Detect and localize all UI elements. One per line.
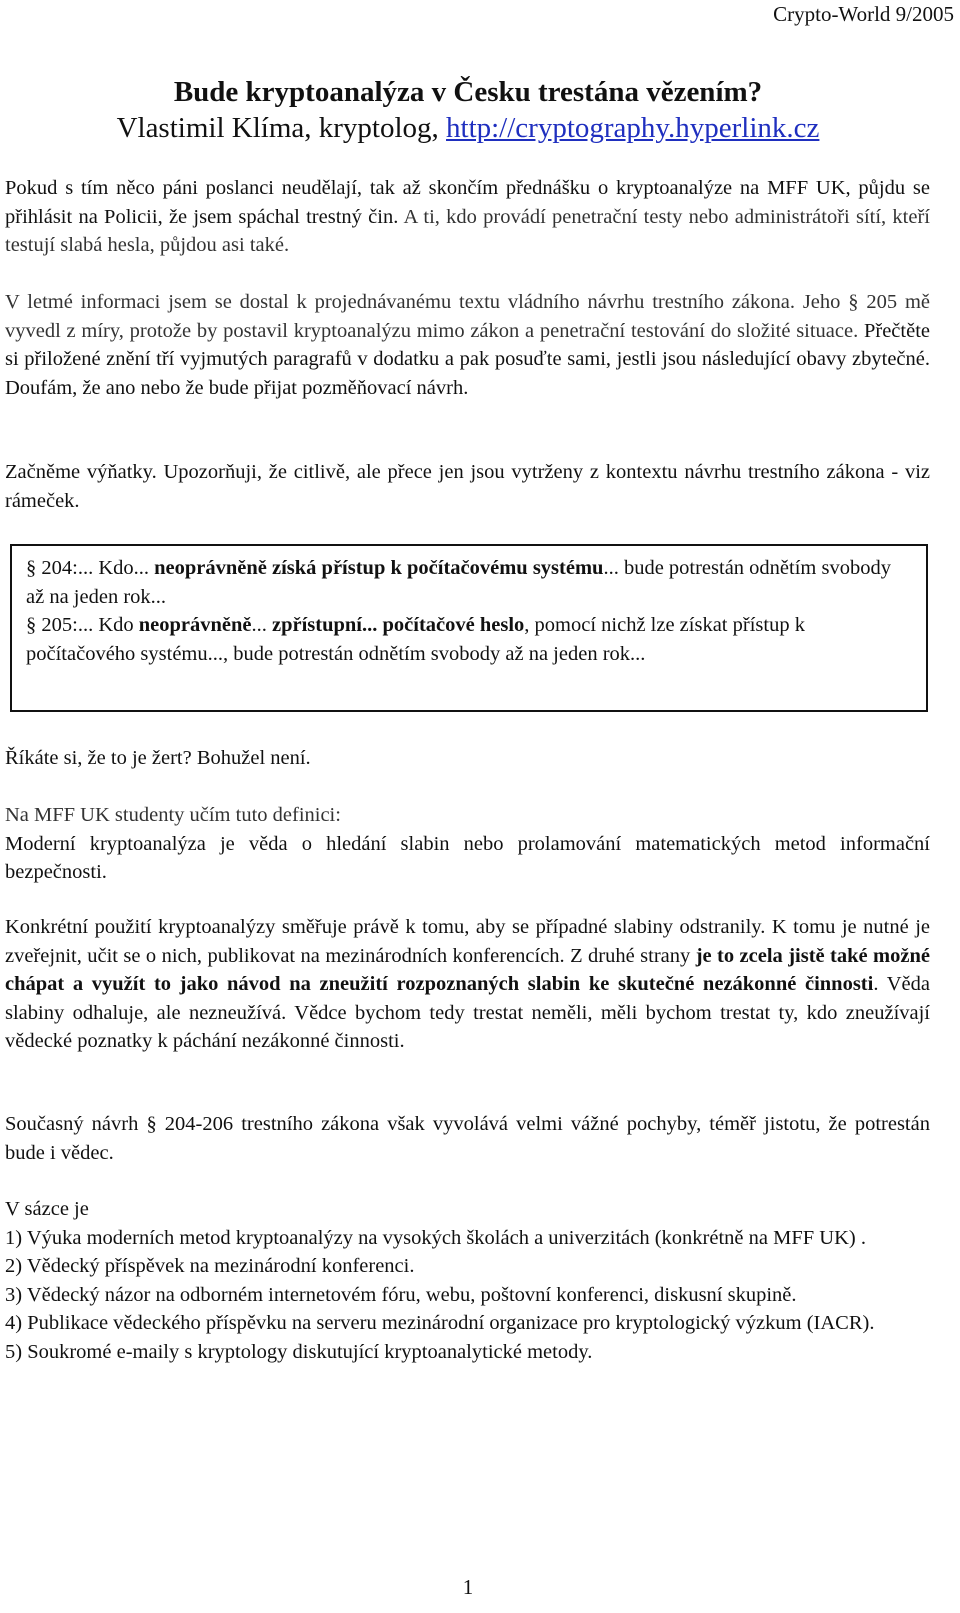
- excerpt-204-a: 204:... Kdo...: [36, 557, 155, 579]
- article-title: [0, 74, 936, 146]
- excerpt-box: [10, 544, 928, 712]
- usage-text-bold: je to zcela jistě také možné chápat a využít to jako návod na zneužití rozpoznaných slabin ke skutečné nezákonné činnosti: [5, 944, 930, 995]
- excerpt-205-b: ...: [251, 614, 272, 636]
- list-item: 4) Publikace vědeckého příspěvku na serveru mezinárodní organizace pro kryptologický výzkum (IACR).: [5, 1312, 875, 1334]
- stakes-intro: V sázce je: [5, 1198, 89, 1220]
- page-number: 1: [462, 1575, 474, 1599]
- paragraph-definition: [5, 801, 930, 887]
- excerpt-205: [26, 611, 906, 668]
- journal-header: Crypto-World 9/2005: [773, 2, 954, 26]
- author-text: Vlastimil Klíma, kryptolog,: [116, 112, 447, 144]
- draft-text-a: V letmé informaci jsem se dostal k projednávanému textu vládního návrhu trestního zákona. Jeho: [5, 291, 849, 313]
- list-item: 3) Vědecký názor na odborném internetovém fóru, webu, poštovní konferenci, diskusní skupině.: [5, 1283, 797, 1306]
- section-sign: §: [26, 557, 37, 579]
- section-sign: §: [848, 291, 859, 313]
- stakes-list: [5, 1195, 930, 1366]
- draft-text-c: Přečtěte si přiložené znění tří vyjmutých paragrafů v dodatku a pak posuďte sami, jestli jsou následující obavy zbytečné. Doufám, že ano nebo že bude přijat pozměňovací návrh.: [5, 319, 930, 399]
- definition-intro: Na MFF UK studenty učím tuto definici:: [5, 804, 341, 826]
- intro-text-a: Pokud s tím něco páni poslanci neudělají, tak až skončím přednášku o kryptoanalýze na MFF UK, půjdu se přihlásit na Policii, že jsem spáchal trestný čin.: [5, 177, 930, 228]
- excerpt-205-a: 205:... Kdo: [36, 614, 139, 636]
- excerpts-text: Začněme výňatky. Upozorňuji, že citlivě, ale přece jen jsou vytrženy z kontextu návrhu trestního zákona - viz rámeček.: [5, 461, 930, 512]
- excerpt-205-bold1: neoprávněně: [138, 614, 252, 636]
- list-item: 2) Vědecký příspěvek na mezinárodní konferenci.: [5, 1255, 415, 1277]
- excerpt-204: [26, 554, 906, 611]
- definition-text: Moderní kryptoanalýza je věda o hledání slabin nebo prolamování matematických metod informační bezpečnosti.: [5, 832, 930, 883]
- proposal-text-a: Současný návrh: [5, 1113, 147, 1135]
- draft-text-b: 205 mě vyvedl z míry, protože by postavil kryptoanalýzu mimo zákon a penetrační testování do složité situace.: [5, 291, 930, 342]
- paragraph-intro: [5, 174, 930, 260]
- section-sign: §: [146, 1113, 157, 1135]
- paragraph-excerpts: [5, 458, 930, 515]
- joke-text: Říkáte si, že to je žert? Bohužel není.: [5, 747, 311, 769]
- usage-text-b: . Věda slabiny odhaluje, ale nezneužívá. Vědce bychom tedy trestat neměli, měli bychom trestat ty, kdo zneužívají vědecké poznatky k páchání nezákonné činnosti.: [5, 973, 930, 1052]
- excerpt-204-b: ... bude potrestán odnětím svobody až na jeden rok...: [26, 557, 891, 608]
- paragraph-joke: [5, 744, 930, 773]
- paragraph-proposal: [5, 1110, 930, 1167]
- section-sign: §: [26, 614, 37, 636]
- proposal-text-b: 204-206 trestního zákona však vyvolává velmi vážné pochyby, téměř jistotu, že potrestán bude i vědec.: [5, 1113, 930, 1164]
- paragraph-usage: [5, 913, 930, 1056]
- excerpt-205-bold2: zpřístupní... počítačové heslo: [272, 614, 525, 636]
- excerpt-205-c: , pomocí nichž lze získat přístup k počítačového systému..., bude potrestán odnětím svobody až na jeden rok...: [26, 614, 805, 665]
- usage-text-a: Konkrétní použití kryptoanalýzy směřuje právě k tomu, aby se případné slabiny odstranily. K tomu je nutné je zveřejnit, učit se o nich, publikovat na mezinárodních konferencích. Z druhé strany: [5, 916, 930, 967]
- excerpt-box-content: [26, 554, 906, 668]
- author-link[interactable]: http://cryptography.hyperlink.cz: [446, 112, 820, 144]
- author-line: [0, 110, 936, 146]
- excerpt-204-bold: neoprávněně získá přístup k počítačovému systému: [154, 557, 604, 579]
- list-item: 1) Výuka moderních metod kryptoanalýzy na vysokých školách a univerzitách (konkrétně na MFF UK) .: [5, 1226, 866, 1249]
- title-main: Bude kryptoanalýza v Česku trestána vězením?: [173, 76, 763, 108]
- list-item: 5) Soukromé e-maily s kryptology diskutující kryptoanalytické metody.: [5, 1340, 593, 1363]
- intro-text-b: A ti, kdo provádí penetrační testy nebo administrátoři sítí, kteří testují slabá hesla, půjdou asi také.: [5, 205, 930, 256]
- paragraph-draft-info: [5, 288, 930, 402]
